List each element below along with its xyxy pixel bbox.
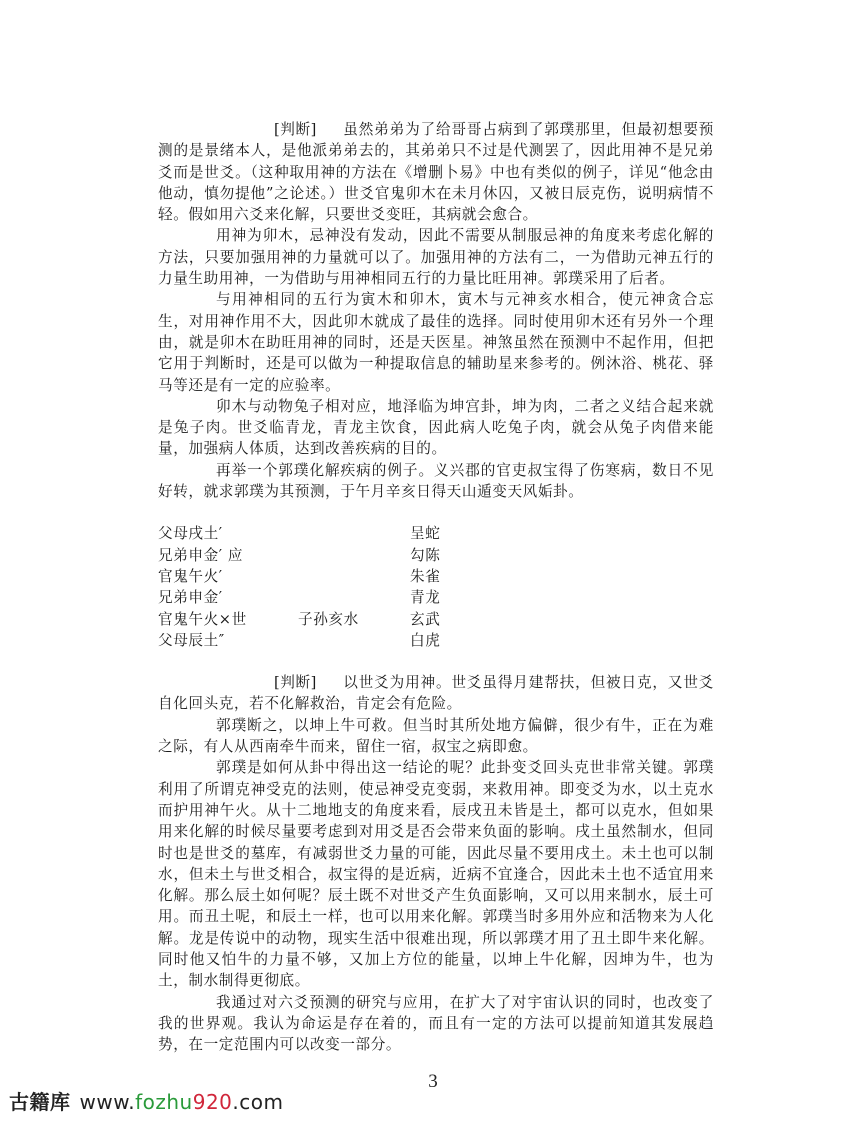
paragraph-judgement-1 [158,119,714,225]
paragraph: 卯木与动物兔子相对应，地泽临为坤宫卦，坤为肉，二者之义结合起来就是兔子肉。世爻临青龙，青龙主饮食，因此病人吃兔子肉，就会从兔子肉借来能量，加强病人体质，达到改善疾病的目的。 [158,397,714,458]
hexagram-line: 官鬼午火×世 [158,610,247,628]
paragraph: 我通过对六爻预测的研究与应用，在扩大了对宇宙认识的同时，也改变了我的世界观。我认为命运是存在着的，而且有一定的方法可以提前知道其发展趋势，在一定范围内可以改变一部分。 [158,993,714,1054]
hexagram-spirit: 勾陈 [410,546,441,564]
page-body [158,119,714,1055]
judgement-tag: [判断] [274,674,317,692]
hexagram-row [158,630,714,651]
hexagram-spirit: 呈蛇 [410,525,441,543]
watermark-url-suffix: .com [232,1090,284,1114]
hexagram-spirit: 朱雀 [410,567,441,585]
page-number: 3 [428,1071,438,1092]
paragraph-text: 虽然弟弟为了给哥哥占病到了郭璞那里，但最初想要预测的是景绪本人，是他派弟弟去的，其弟弟只不过是代测罢了，因此用神不是兄弟爻而是世爻。（这种取用神的方法在《增删卜易》中也有类似的例子，详见“他念由他动，慎勿提他”之论述。）世爻官鬼卯木在未月休囚，又被日辰克伤，说明病情不轻。假如用六爻来化解，只要世爻变旺，其病就会愈合。 [158,121,714,224]
judgement-tag: [判断] [274,121,317,138]
watermark-url-red: 920 [192,1090,233,1114]
hexagram-row [158,587,714,608]
paragraph: 再举一个郭璞化解疾病的例子。义兴郡的官吏叔宝得了伤寒病，数日不见好转，就求郭璞为其预测，于午月辛亥日得天山遁变天风姤卦。 [158,461,714,501]
hexagram-line: 官鬼午火′ [158,567,223,585]
watermark-url-prefix: www. [79,1090,136,1114]
hexagram-line: 父母辰土″ [158,631,225,649]
hexagram-line: 兄弟申金′ [158,589,223,607]
hexagram-change: 子孙亥水 [298,610,359,628]
watermark-url [80,1090,284,1114]
paragraph: 郭璞断之，以坤上牛可救。但当时其所处地方偏僻，很少有牛，正在为难之际，有人从西南牵牛而来，留住一宿，叔宝之病即愈。 [158,716,714,756]
hexagram-spirit: 白虎 [410,631,441,649]
paragraph: 郭璞是如何从卦中得出这一结论的呢？此卦变爻回头克世非常关键。郭璞利用了所谓克神受克的法则，使忌神受克变弱，来救用神。即变爻为水，以土克水而护用神午火。从十二地地支的角度来看，辰戌丑未皆是土，都可以克水，但如果用来化解的时候尽量要考虑到对用爻是否会带来负面的影响。戌土虽然制水，但同时也是世爻的墓库，有减弱世爻力量的可能，因此尽量不要用戌土。未土也可以制水，但未土与世爻相合，叔宝得的是近病，近病不宜逢合，因此未土也不适宜用来化解。那么辰土如何呢？辰土既不对世爻产生负面影响，又可以用来制水，辰土可用。而丑土呢，和辰土一样，也可以用来化解。郭璞当时多用外应和活物来为人化解。龙是传说中的动物，现实生活中很难出现，所以郭璞才用了丑土即牛来化解。同时他又怕牛的力量不够，又加上方位的能量，以坤上牛化解，因坤为牛，也为土，制水制得更彻底。 [158,759,714,990]
watermark-url-green: fozhu [135,1090,193,1114]
paragraph-judgement-2 [158,672,714,715]
paragraph-text: 以世爻为用神。世爻虽得月建帮扶，但被日克，又世爻自化回头克，若不化解救治，肯定会有危险。 [158,674,714,713]
hexagram-row [158,566,714,587]
site-watermark [9,1086,284,1115]
hexagram-table [158,523,714,651]
hexagram-spirit: 青龙 [410,589,441,607]
paragraph: 用神为卯木，忌神没有发动，因此不需要从制服忌神的角度来考虑化解的方法，只要加强用神的力量就可以了。加强用神的方法有二，一为借助元神五行的力量生助用神，一为借助与用神相同五行的力量比旺用神。郭璞采用了后者。 [158,227,714,288]
hexagram-row [158,545,714,566]
paragraph: 与用神相同的五行为寅木和卯木，寅木与元神亥水相合，使元神贪合忘生，对用神作用不大，因此卯木就成了最佳的选择。同时使用卯木还有另外一个理由，就是卯木在助旺用神的同时，还是天医星。神煞虽然在预测中不起作用，但把它用于判断时，还是可以做为一种提取信息的辅助星来参考的。例沐浴、桃花、驿马等还是有一定的应验率。 [158,291,714,394]
hexagram-row [158,523,714,544]
watermark-site-name: 古籍库 [9,1090,71,1114]
hexagram-spirit: 玄武 [410,610,441,628]
hexagram-line: 父母戌土′ [158,525,223,543]
hexagram-line: 兄弟申金′ 应 [158,546,244,564]
hexagram-row [158,609,714,630]
